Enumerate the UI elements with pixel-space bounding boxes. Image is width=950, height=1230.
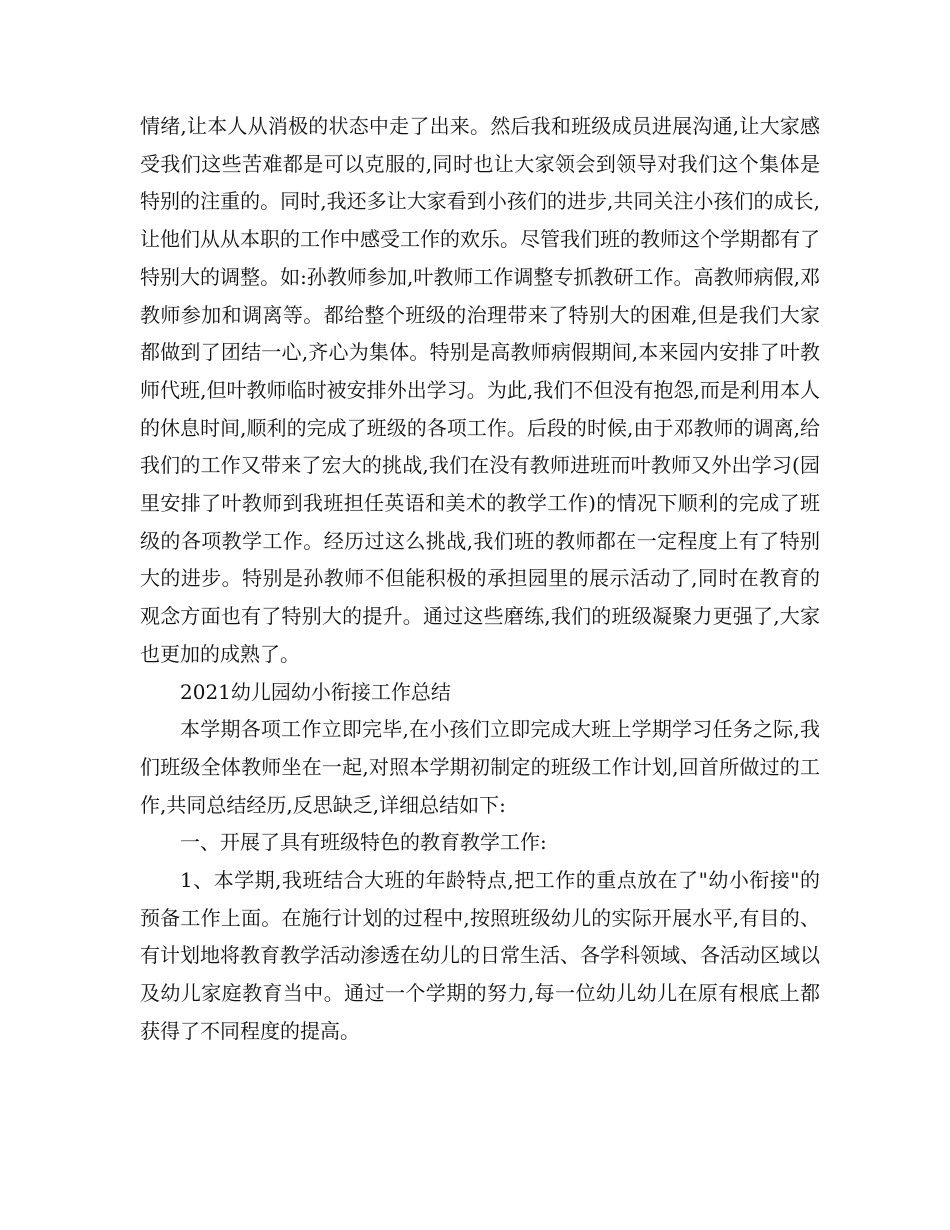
section-heading: 一、开展了具有班级特色的教育教学工作:: [180, 830, 547, 855]
paragraph-item-1: 1、本学期,我班结合大班的年龄特点,把工作的重点放在了"幼小衔接"的预备工作上面。在施行计划的过程中,按照班级幼儿的实际开展水平,有目的、有计划地将教育教学活动渗透在幼儿的日常生活、各学科领域、各活动区域以及幼儿家庭教育当中。通过一个学期的努力,每一位幼儿幼儿在原有根底上都获得了不同程度的提高。: [140, 868, 820, 1043]
section-title: 2021幼儿园幼小衔接工作总结: [180, 679, 451, 704]
paragraph-intro: 本学期各项工作立即完毕,在小孩们立即完成大班上学期学习任务之际,我们班级全体教师坐在一起,对照本学期初制定的班级工作计划,回首所做过的工作,共同总结经历,反思缺乏,详细总结如下:: [140, 717, 820, 817]
document-body: [140, 108, 820, 1051]
paragraph-continuation: 情绪,让本人从消极的状态中走了出来。然后我和班级成员进展沟通,让大家感受我们这些苦难都是可以克服的,同时也让大家领会到领导对我们这个集体是特别的注重的。同时,我还多让大家看到小孩们的进步,共同关注小孩们的成长,让他们从从本职的工作中感受工作的欢乐。尽管我们班的教师这个学期都有了特别大的调整。如:孙教师参加,叶教师工作调整专抓教研工作。高教师病假,邓教师参加和调离等。都给整个班级的治理带来了特别大的困难,但是我们大家都做到了团结一心,齐心为集体。特别是高教师病假期间,本来园内安排了叶教师代班,但叶教师临时被安排外出学习。为此,我们不但没有抱怨,而是利用本人的休息时间,顺利的完成了班级的各项工作。后段的时候,由于邓教师的调离,给我们的工作又带来了宏大的挑战,我们在没有教师进班而叶教师又外出学习(园里安排了叶教师到我班担任英语和美术的教学工作)的情况下顺利的完成了班级的各项教学工作。经历过这么挑战,我们班的教师都在一定程度上有了特别大的进步。特别是孙教师不但能积极的承担园里的展示活动了,同时在教育的观念方面也有了特别大的提升。通过这些磨练,我们的班级凝聚力更强了,大家也更加的成熟了。: [140, 114, 820, 666]
